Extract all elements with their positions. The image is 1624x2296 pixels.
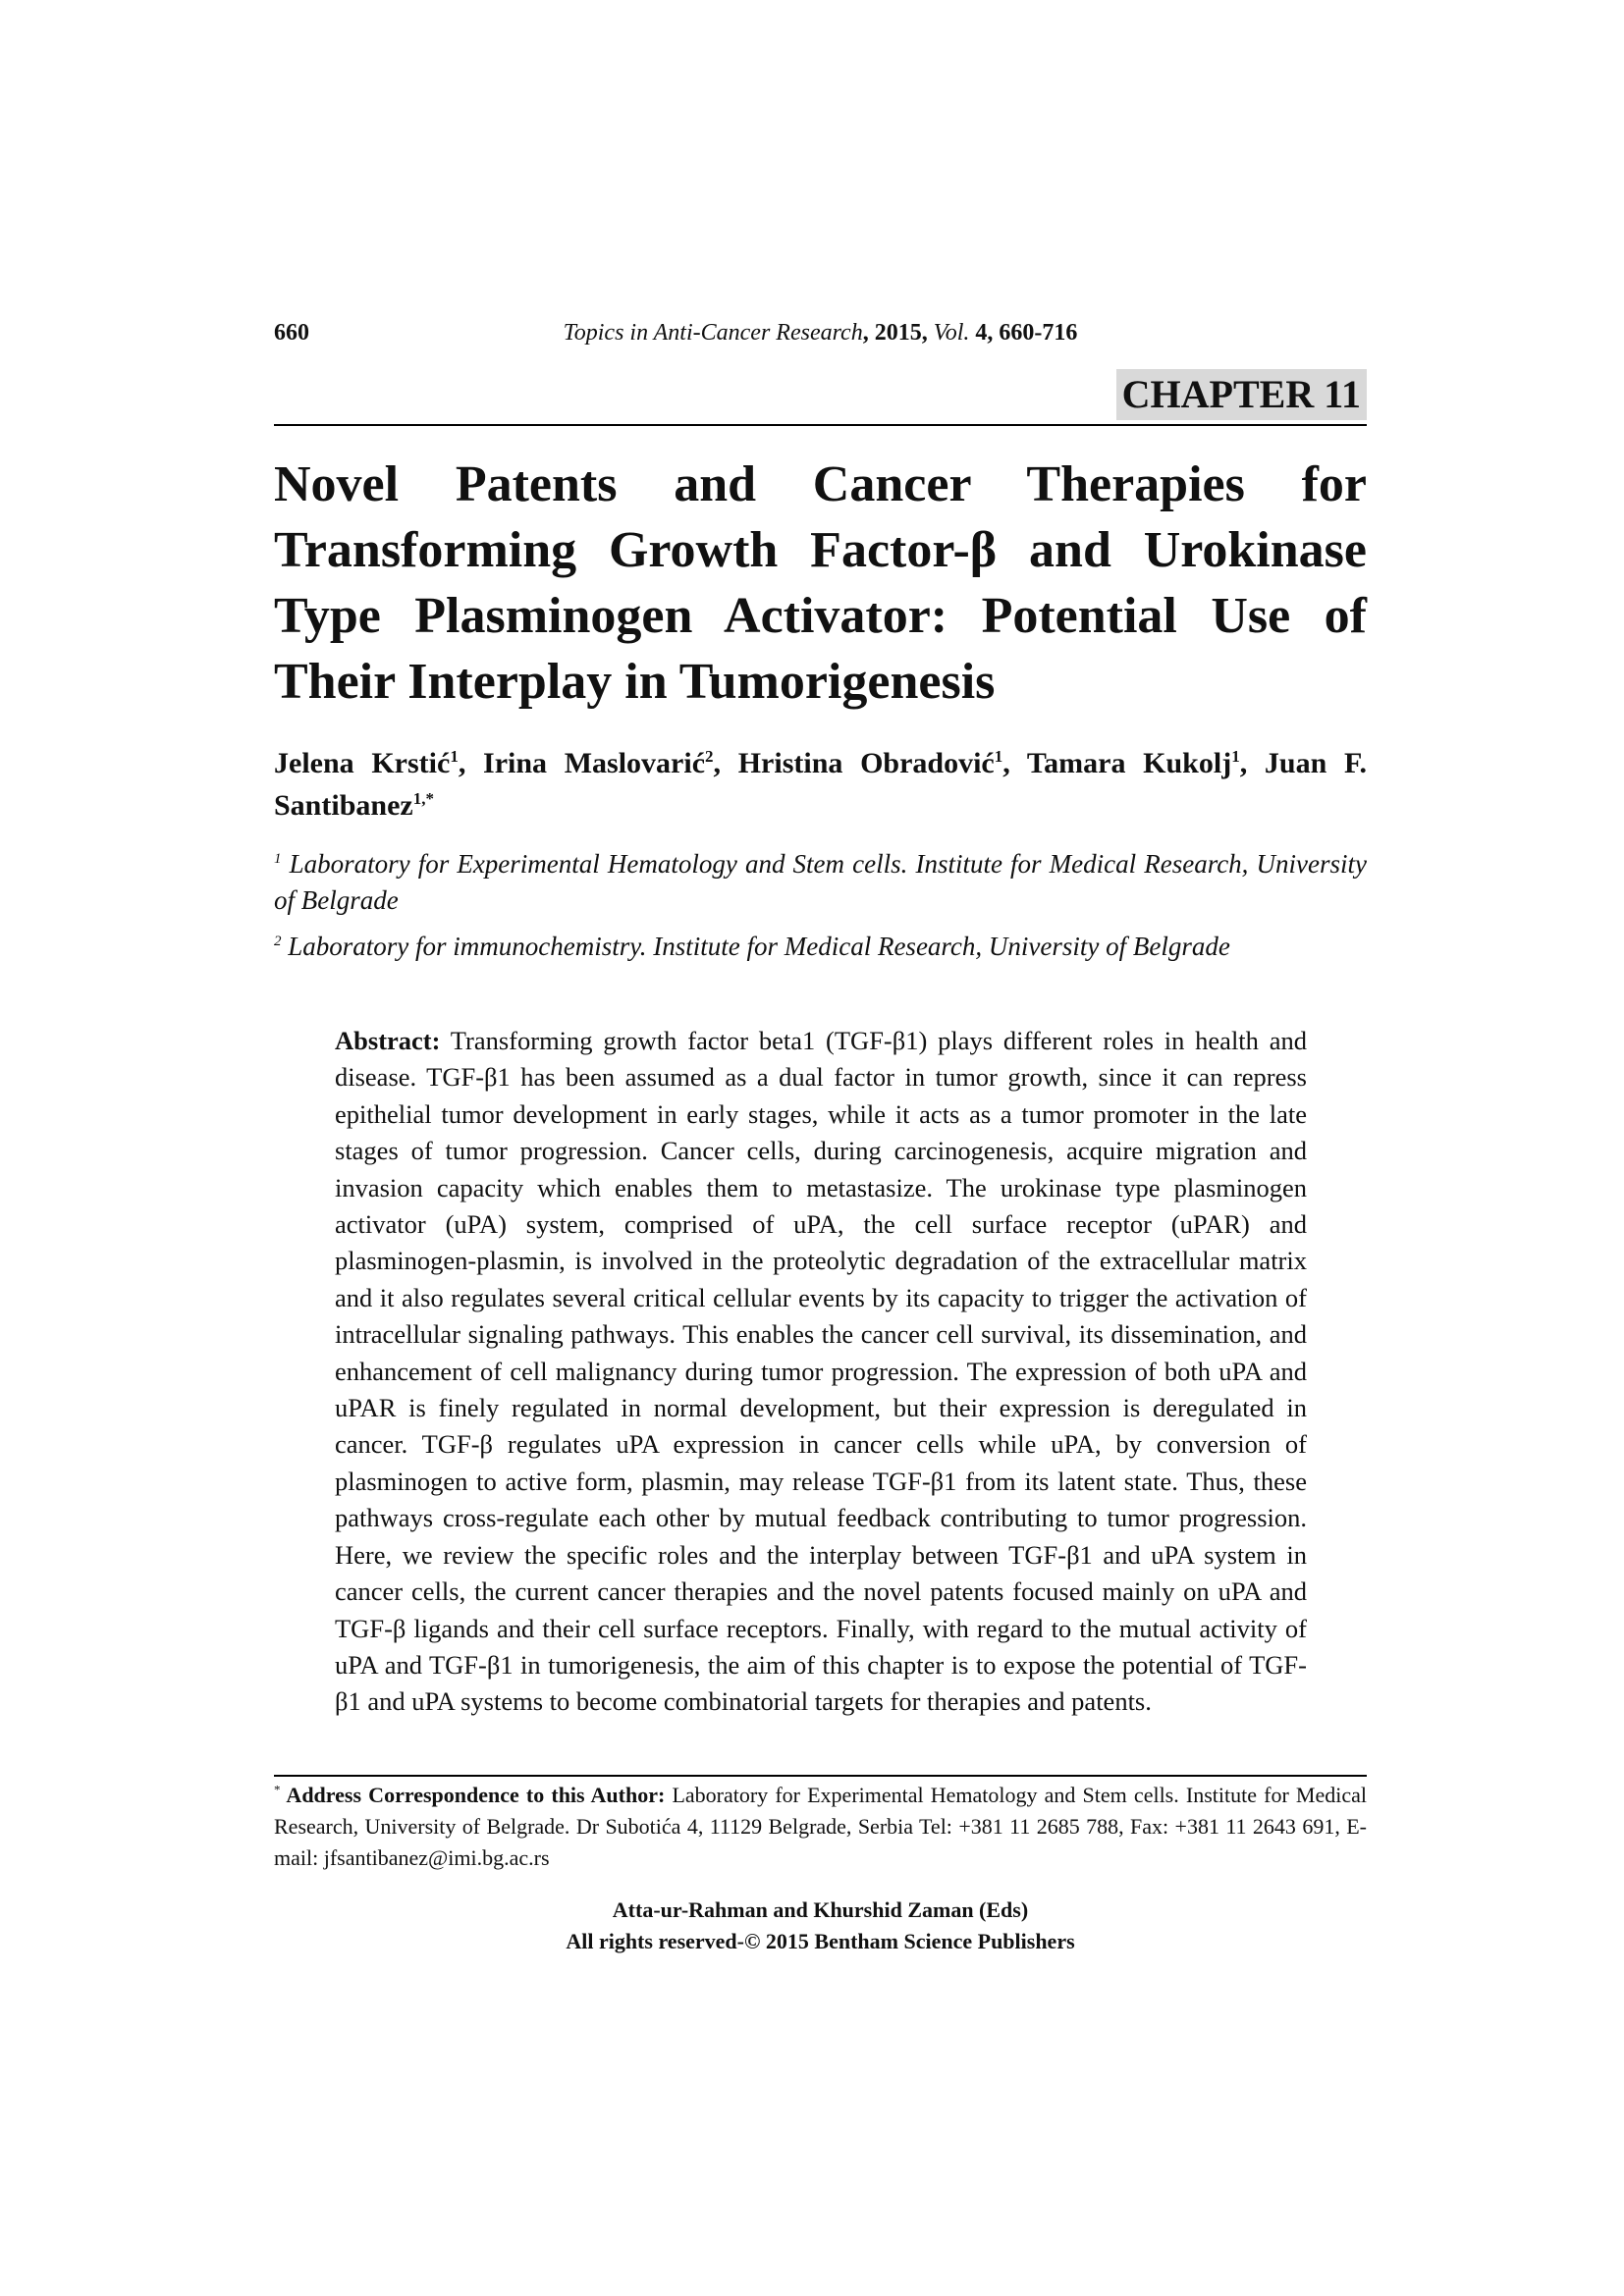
copyright-line: All rights reserved-© 2015 Bentham Science Publishers <box>566 1929 1075 1953</box>
author: Juan F. Santibanez$^{1,*}$ <box>274 747 1368 822</box>
abstract-text: Transforming growth factor beta1 (TGF-β1) plays different roles in health and disease. TGF-β1 has been assumed as a dual factor in tumor growth, since it can repress epithelial tumor development in early stages, while it acts as a tumor promoter in the late stages of tumor progression. Cancer cells, during carcinogenesis, acquire migration and invasion capacity which enables them to metastasize. The urokinase type plasminogen activator (uPA) system, comprised of uPA, the cell surface receptor (uPAR) and plasminogen-plasmin, is involved in the proteolytic degradation of the extracellular matrix and it also regulates several critical cellular events by its capacity to trigger the activation of intracellular signaling pathways. This enables the cancer cell survival, its dissemination, and enhancement of cell malignancy during tumor progression. The expression of both uPA and uPAR is finely regulated in normal development, but their expression is deregulated in cancer. TGF-β regulates uPA expression in cancer cells while uPA, by conversion of plasminogen to active form, plasmin, may release TGF-β1 from its latent state. Thus, these pathways cross-regulate each other by mutual feedback contributing to tumor progression. Here, we review the specific roles and the interplay between TGF-β1 and uPA system in cancer cells, the current cancer therapies and the novel patents focused mainly on uPA and TGF-β ligands and their cell surface receptors. Finally, with regard to the mutual activity of uPA and TGF-β1 in tumorigenesis, the aim of this chapter is to expose the potential of TGF-β1 and uPA systems to become combinatorial targets for therapies and patents. <box>335 1026 1307 1717</box>
page-number: 660 <box>274 320 309 346</box>
chapter-heading <box>274 369 1367 428</box>
author: Hristina Obradović$^1$, <box>737 747 1027 779</box>
journal-citation: Topics in Anti-Cancer Research, 2015, Vol. 4, 660-716 <box>563 320 1078 346</box>
author: Tamara Kukolj$^1$, <box>1026 747 1265 779</box>
editors-line: Atta-ur-Rahman and Khurshid Zaman (Eds) <box>612 1897 1029 1922</box>
chapter-divider <box>274 424 1367 426</box>
author: Jelena Krstić$^1$, <box>274 747 484 779</box>
affiliation: $^2$ Laboratory for immunochemistry. Institute for Medical Research, University of Belgrade <box>274 932 1230 961</box>
author-list <box>274 742 1367 827</box>
author: Irina Maslovarić$^2$, <box>483 747 738 779</box>
footnote-divider <box>274 1775 1367 1777</box>
abstract-label: Abstract: <box>335 1026 441 1055</box>
running-head <box>274 320 1367 355</box>
correspondence-footnote: * Address Correspondence to this Author: Laboratory for Experimental Hematology and Stem cells. Institute for Medical Research, University of Belgrade. Dr Subotića 4, 11129 Belgrade, Serbia Tel: +381 11 2685 788, Fax: +381 11 2643 691, E-mail: jfsantibanez@imi.bg.ac.rs <box>274 1782 1367 1870</box>
abstract <box>335 1023 1307 1721</box>
chapter-label: CHAPTER 11 <box>1116 369 1367 420</box>
chapter-title: Novel Patents and Cancer Therapies for Transforming Growth Factor-β and Urokinase Type Plasminogen Activator: Potential Use of Their Interplay in Tumorigenesis <box>274 456 1367 710</box>
affiliation: $^1$ Laboratory for Experimental Hematology and Stem cells. Institute for Medical Research, University of Belgrade <box>274 849 1367 915</box>
